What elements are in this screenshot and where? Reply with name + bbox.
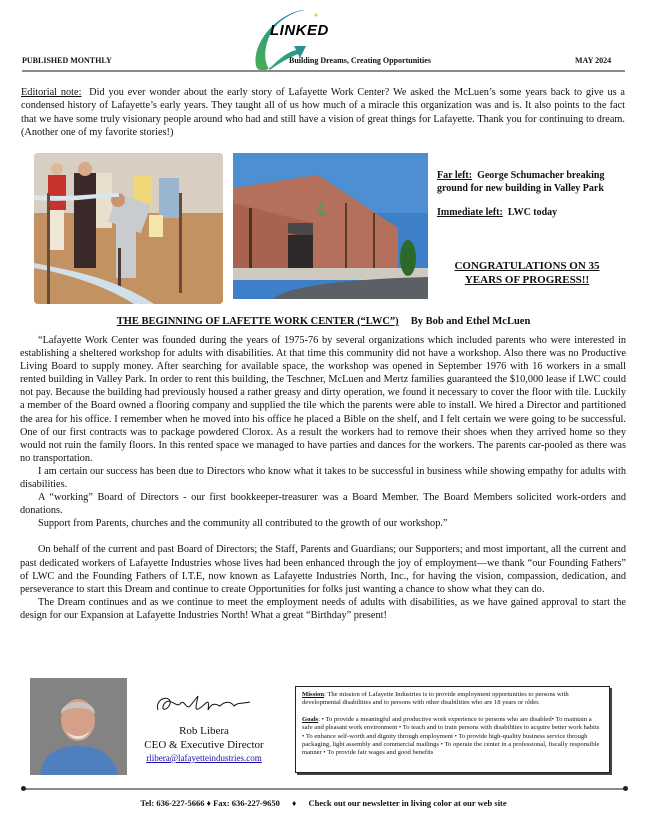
article-title: THE BEGINNING OF LAFETTE WORK CENTER (“LWC”)	[116, 316, 399, 327]
caption-far-left-text: George Schumacher breaking ground for new building in Valley Park	[437, 170, 605, 194]
article-byline: By Bob and Ethel McLuen	[410, 316, 531, 327]
lwc-building-photo	[233, 153, 428, 299]
ceo-email-link[interactable]: rlibera@lafayetteindustries.com	[146, 753, 262, 763]
issue-date: MAY 2024	[575, 56, 612, 65]
footer-website-note: Check out our newsletter in living color at our web site	[308, 798, 507, 808]
article-heading	[0, 316, 647, 327]
article-paragraph: A “working” Board of Directors - our first bookkeeper-treasurer was a Board Member. The Board Members solicited work-orders and donations.	[20, 492, 626, 517]
goals-statement	[302, 716, 603, 758]
footer-fax: Fax: 636-227-9650	[213, 798, 280, 808]
caption-far-left	[437, 170, 627, 195]
congratulations-banner: CONGRATULATIONS ON 35 YEARS OF PROGRESS!!	[454, 260, 600, 286]
article-paragraph: On behalf of the current and past Board of Directors; the Staff, Parents and Guardians; our Supporters; and most important, all the current and past dedicated workers of Lafayette Industries whose lives had been enhanced through the joy of employment—we thank “our Founding Fathers” of LWC and the Founding Fathers of I.T.E, now known as Lafayette Industries North, Inc., for having the vision, compassion, dedication, and perseverance to start this Dream and continue to create Opportunities for folks just wanting a chance to show what they can do.	[20, 544, 626, 595]
article-body	[20, 334, 626, 622]
caption-immediate-left-text: LWC today	[507, 207, 558, 218]
footer-separator-icon: ♦	[292, 798, 297, 808]
goals-label: Goals	[302, 715, 319, 723]
footer-divider-left-dot	[21, 786, 26, 791]
header-divider	[22, 70, 625, 72]
caption-immediate-left-label: Immediate left:	[437, 207, 503, 218]
article-paragraph: “Lafayette Work Center was founded during the years of 1975-76 by several organizations which included parents who were interested in establishing a sheltered workshop for adults with disabilities. At that time this community did not have a workshop. Also there was no Productive Living Board to supply money. After searching for available space, the workshop was opened in September 1976 with 16 workers in a small rented building in Valley Park. In order to rent this building, the Teschner, McLuen and Mertz families guaranteed the $10,000 lease if LWC could not pay. Because the building had previously housed a rather greasy and dirty operation, we found it necessary to cover the floor with tile. Luckily a member of the Board owned a flooring company and supplied the tile which the parents were able to install. We hired a Director and partitioned the area for his office. I remember when he moved into his office he placed a Bible on the shelf, and I felt certain we were going to be successful. One of our first contracts was to package powdered Clorox. As a result the workers had to remove their shoes when they arrived home so they would not ruin the family floors. In this rented space we managed to have parties and dances for the workers. The parents car-pooled as there was no transportation.	[20, 335, 626, 464]
mission-label: Mission	[302, 691, 324, 698]
footer-contact	[0, 798, 647, 808]
tagline: Building Dreams, Creating Opportunities	[289, 56, 431, 65]
mission-goals-box	[295, 686, 610, 773]
caption-immediate-left	[437, 207, 627, 220]
goals-text: : • To provide a meaningful and productive work experience to persons who are disabled• To maintain a safe and pleasant work environment • To teach and to train persons with disabilities to acquire better work habits • To enhance self-worth and dignity through employment • To provide high-quality business service through packaging, light assembly and commercial mailings • To operate the center in a professional, fiscally responsible manner • To provide fair wages and good benefits	[302, 715, 600, 757]
mission-text: : The mission of Lafayette Industries is to provide employment opportunities to persons with developmental disabilities and to persons with other disabilities who are 18 years or older.	[302, 691, 569, 707]
ceo-name: Rob Libera	[179, 725, 229, 737]
article-paragraph: Support from Parents, churches and the community all contributed to the growth of our workshop.”	[38, 518, 448, 530]
ceo-portrait	[30, 678, 127, 775]
footer-divider	[22, 788, 627, 790]
ceo-title: CEO & Executive Director	[144, 739, 264, 751]
editorial-note	[21, 86, 625, 139]
footer-divider-right-dot	[623, 786, 628, 791]
editorial-text: Did you ever wonder about the early story of Lafayette Work Center? We asked the McLuen’s some years back to give us a condensed history of Lafayette’s early years. They taught all of us how much of a miracle this organization was and is. It also points to the fact that we have some truly visionary people around who had and still have a vision of great things for Lafayette. Thank you for continuing to dream. (Another one of my favorite stories!)	[21, 87, 626, 138]
publication-frequency: PUBLISHED MONTHLY	[22, 56, 112, 65]
mission-statement	[302, 691, 603, 708]
photo-captions	[437, 170, 627, 220]
article-paragraph: The Dream continues and as we continue to meet the employment needs of adults with disabilities, as we have gained approval to start the design for our Expansion at Lafayette Industries North! What a great “Birthday” present!	[20, 596, 626, 621]
caption-far-left-label: Far left:	[437, 170, 473, 181]
article-paragraph: I am certain our success has been due to Directors who know what it takes to be successful in business while showing empathy for adults with disabilities.	[20, 465, 626, 491]
footer-phone: Tel: 636-227-5666	[140, 798, 205, 808]
ceo-signature	[150, 690, 260, 720]
logo-text: LINKED	[270, 22, 329, 39]
editorial-label: Editorial note:	[21, 87, 82, 98]
groundbreaking-photo	[34, 153, 223, 304]
footer-separator-icon: ♦	[206, 798, 211, 808]
